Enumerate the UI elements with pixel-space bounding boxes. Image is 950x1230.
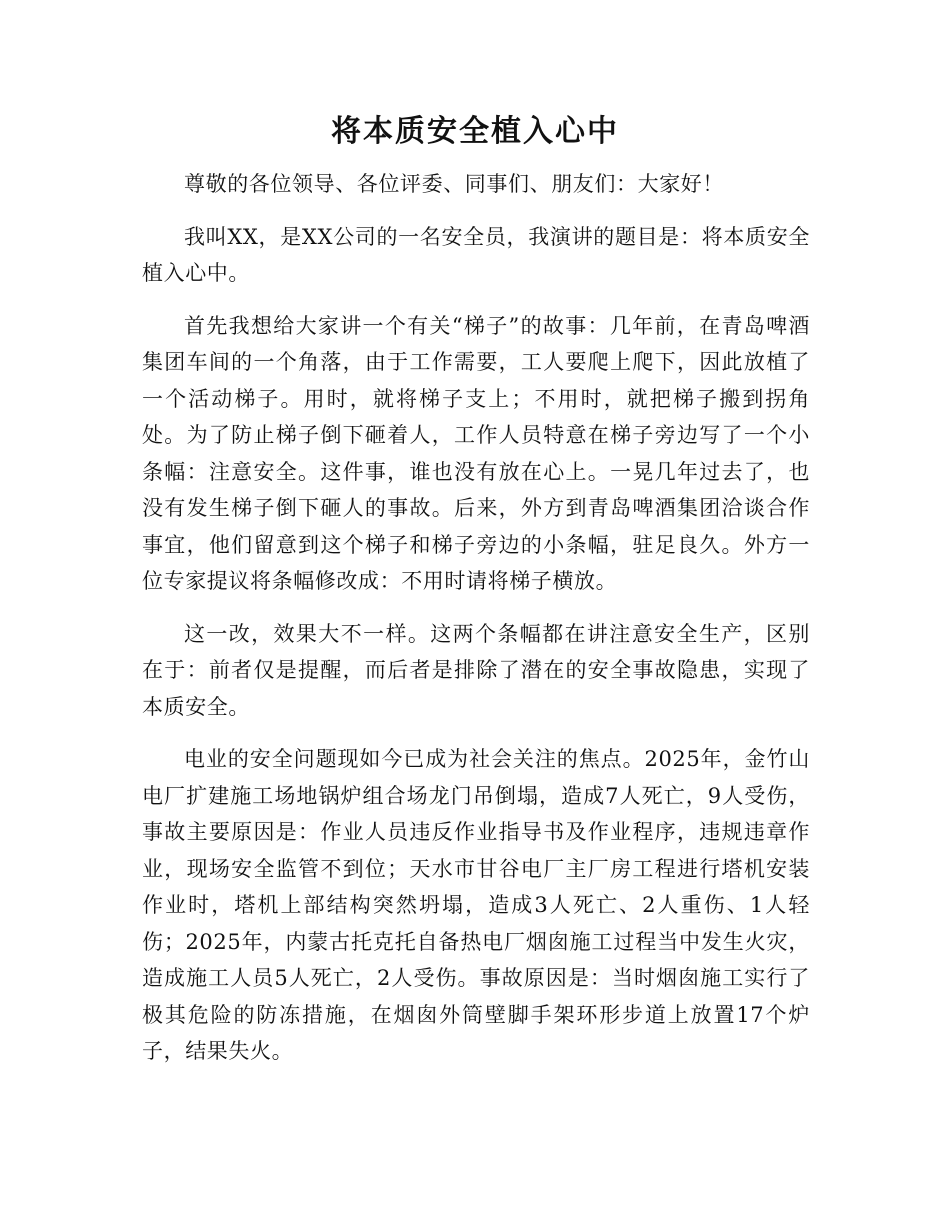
- paragraph-ladder-story: 首先我想给大家讲一个有关“梯子”的故事：几年前，在青岛啤酒集团车间的一个角落，由于工作需要，工人要爬上爬下，因此放植了一个活动梯子。用时，就将梯子支上；不用时，就把梯子搬到拐角处。为了防止梯子倒下砸着人，工作人员特意在梯子旁边写了一个小条幅：注意安全。这件事，谁也没有放在心上。一晃几年过去了，也没有发生梯子倒下砸人的事故。后来，外方到青岛啤酒集团洽谈合作事宜，他们留意到这个梯子和梯子旁边的小条幅，驻足良久。外方一位专家提议将条幅修改成：不用时请将梯子横放。: [142, 313, 810, 593]
- document-body: [142, 166, 810, 1086]
- document-title: 将本质安全植入心中: [331, 114, 619, 149]
- paragraph-greeting: 尊敬的各位领导、各位评委、同事们、朋友们：大家好！: [184, 172, 724, 196]
- paragraph-ladder-conclusion: 这一改，效果大不一样。这两个条幅都在讲注意安全生产，区别在于：前者仅是提醒，而后者是排除了潜在的安全事故隐患，实现了本质安全。: [142, 621, 810, 719]
- paragraph-introduction: 我叫XX，是XX公司的一名安全员，我演讲的题目是：将本质安全植入心中。: [142, 224, 810, 285]
- paragraph-power-accidents: 电业的安全问题现如今已成为社会关注的焦点。2025年，金竹山电厂扩建施工场地锅炉组合场龙门吊倒塌，造成7人死亡，9人受伤，事故主要原因是：作业人员违反作业指导书及作业程序，违规违章作业，现场安全监管不到位；天水市甘谷电厂主厂房工程进行塔机安装作业时，塔机上部结构突然坍塌，造成3人死亡、2人重伤、1人轻伤；2025年，内蒙古托克托自备热电厂烟囱施工过程当中发生火灾，造成施工人员5人死亡，2人受伤。事故原因是：当时烟囱施工实行了极其危险的防冻措施，在烟囱外筒壁脚手架环形步道上放置17个炉子，结果失火。: [142, 747, 810, 1063]
